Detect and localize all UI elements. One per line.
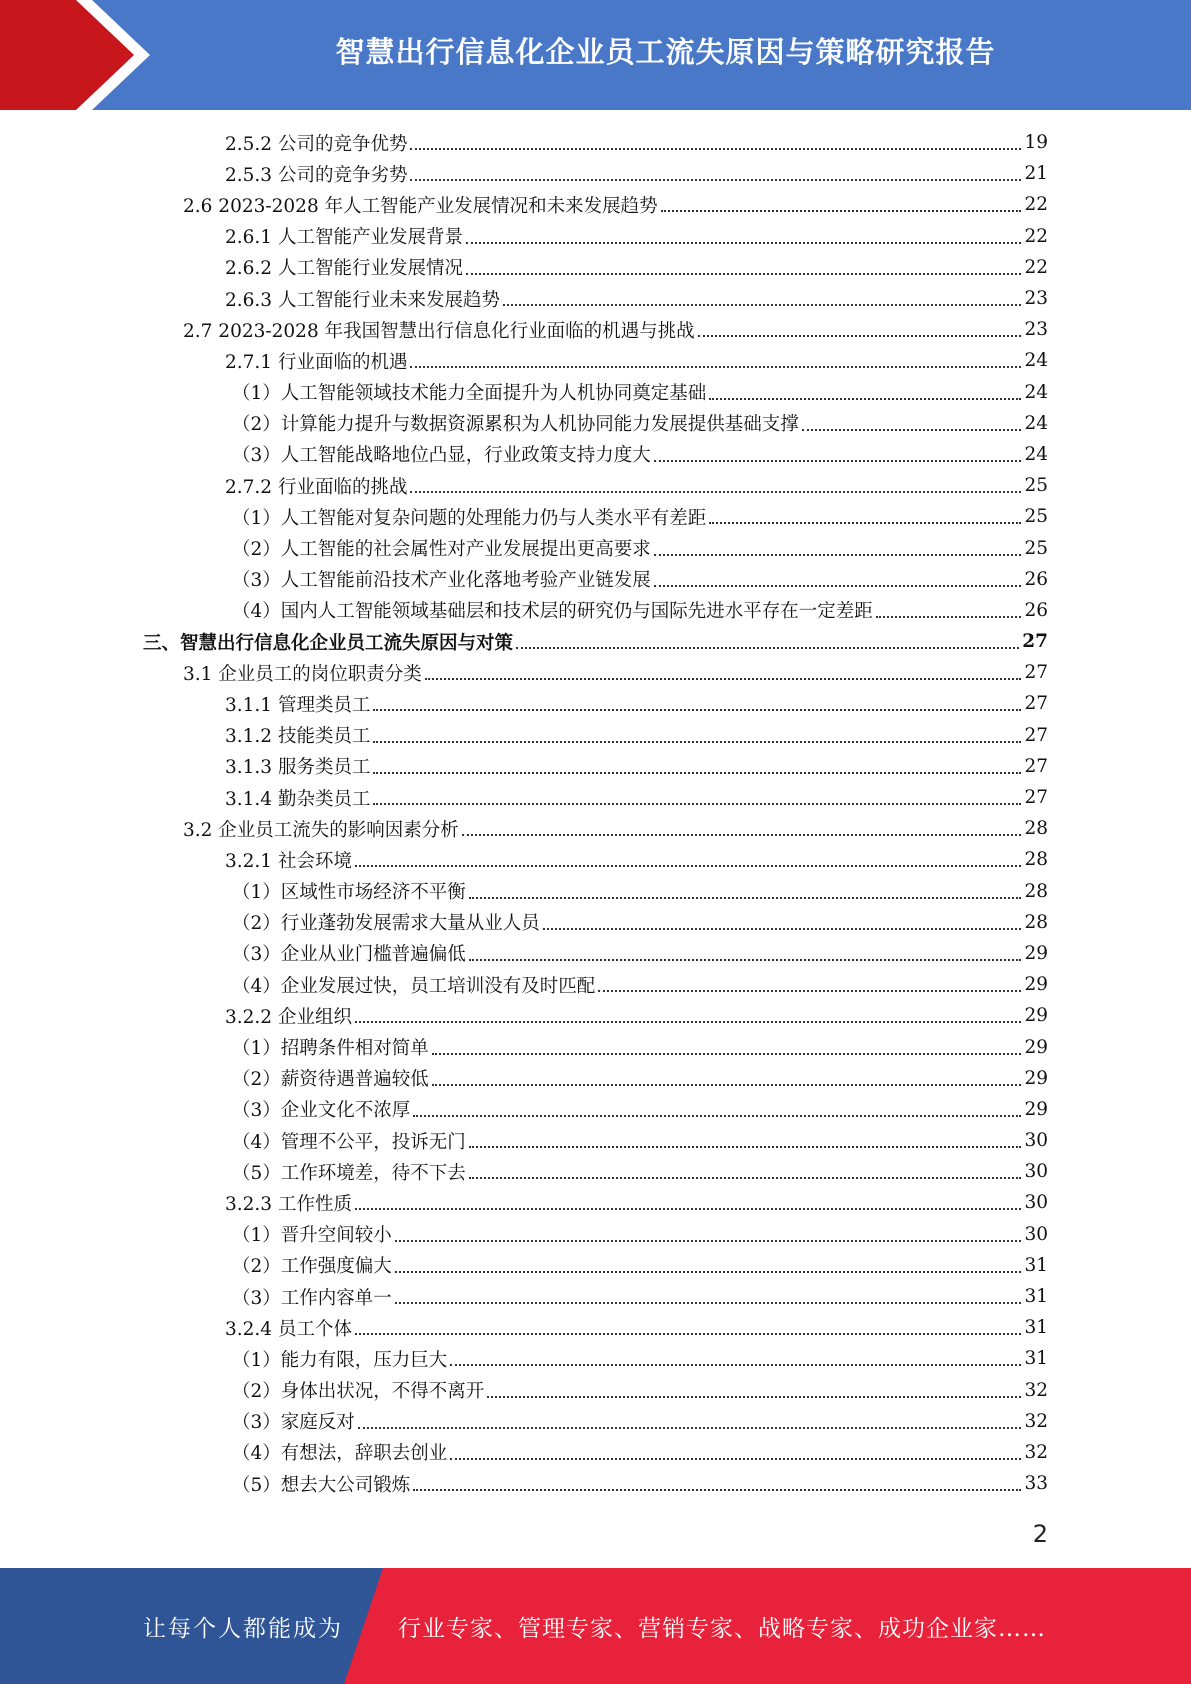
toc-dot-leader xyxy=(355,1332,1022,1335)
toc-entry-page: 27 xyxy=(1024,755,1048,777)
toc-dot-leader xyxy=(355,1207,1022,1210)
toc-entry-title: 2.5.2 公司的竞争优势 xyxy=(225,133,408,155)
toc-entry-title: 2.6.1 人工智能产业发展背景 xyxy=(225,227,463,249)
toc-entry-title: （1）人工智能对复杂问题的处理能力仍与人类水平有差距 xyxy=(232,507,707,529)
toc-entry[interactable] xyxy=(0,1219,1191,1250)
toc-entry[interactable] xyxy=(0,1281,1191,1312)
toc-dot-leader xyxy=(410,490,1021,493)
toc-dot-leader xyxy=(373,802,1021,805)
toc-entry[interactable] xyxy=(0,158,1191,189)
toc-entry-title: （2）行业蓬勃发展需求大量从业人员 xyxy=(232,913,540,935)
toc-dot-leader xyxy=(709,521,1021,524)
toc-entry-page: 21 xyxy=(1024,163,1048,185)
toc-dot-leader xyxy=(450,1363,1021,1366)
toc-entry[interactable] xyxy=(0,283,1191,314)
toc-entry[interactable] xyxy=(0,782,1191,813)
toc-entry-title: 3.1 企业员工的岗位职责分类 xyxy=(183,663,422,685)
toc-dot-leader xyxy=(469,1176,1022,1179)
toc-entry-title: （2）薪资待遇普遍较低 xyxy=(232,1069,429,1091)
toc-entry-title: 3.2.3 工作性质 xyxy=(225,1193,352,1215)
toc-dot-leader xyxy=(469,958,1022,961)
toc-entry[interactable] xyxy=(0,127,1191,158)
toc-entry-page: 30 xyxy=(1024,1161,1048,1183)
toc-entry[interactable] xyxy=(0,1000,1191,1031)
toc-entry[interactable] xyxy=(0,626,1191,657)
toc-dot-leader xyxy=(654,459,1022,462)
header-arrow-graphic xyxy=(0,0,160,110)
toc-entry-title: （3）人工智能战略地位凸显，行业政策支持力度大 xyxy=(232,445,651,467)
page-footer xyxy=(0,1568,1191,1684)
toc-dot-leader xyxy=(373,708,1021,711)
toc-entry-page: 27 xyxy=(1024,693,1048,715)
toc-entry[interactable] xyxy=(0,876,1191,907)
toc-entry-page: 28 xyxy=(1024,849,1048,871)
toc-entry[interactable] xyxy=(0,720,1191,751)
toc-entry[interactable] xyxy=(0,1468,1191,1499)
toc-entry-page: 29 xyxy=(1024,1098,1048,1120)
toc-dot-leader xyxy=(466,272,1021,275)
toc-entry-page: 28 xyxy=(1024,818,1048,840)
toc-entry[interactable] xyxy=(0,1250,1191,1281)
toc-entry-page: 27 xyxy=(1024,662,1048,684)
toc-entry-page: 27 xyxy=(1022,631,1048,653)
toc-entry-page: 24 xyxy=(1024,412,1048,434)
toc-entry-page: 30 xyxy=(1024,1130,1048,1152)
toc-dot-leader xyxy=(698,334,1022,337)
toc-entry-page: 26 xyxy=(1024,599,1048,621)
toc-entry-page: 29 xyxy=(1024,1036,1048,1058)
toc-entry[interactable] xyxy=(0,1312,1191,1343)
toc-entry[interactable] xyxy=(0,595,1191,626)
toc-entry-title: 2.7.2 行业面临的挑战 xyxy=(225,476,408,498)
toc-entry-title: 2.6.2 人工智能行业发展情况 xyxy=(225,258,463,280)
toc-entry-title: 2.6.3 人工智能行业未来发展趋势 xyxy=(225,289,500,311)
toc-entry-title: （3）家庭反对 xyxy=(232,1412,355,1434)
toc-dot-leader xyxy=(503,303,1021,306)
report-title: 智慧出行信息化企业员工流失原因与策略研究报告 xyxy=(335,34,996,69)
toc-dot-leader xyxy=(413,1114,1021,1117)
toc-entry-title: 2.5.3 公司的竞争劣势 xyxy=(225,164,408,186)
footer-slogan-right: 行业专家、管理专家、营销专家、战略专家、成功企业家…… xyxy=(398,1615,1046,1642)
footer-slogan-left: 让每个人都能成为 xyxy=(143,1615,343,1642)
toc-dot-leader xyxy=(355,1020,1022,1023)
toc-entry-title: 3.2.4 员工个体 xyxy=(225,1318,352,1340)
toc-entry-title: （4）管理不公平，投诉无门 xyxy=(232,1131,466,1153)
toc-dot-leader xyxy=(469,1145,1022,1148)
toc-entry-title: （3）企业从业门槛普遍偏低 xyxy=(232,944,466,966)
toc-entry-page: 29 xyxy=(1024,942,1048,964)
toc-entry[interactable] xyxy=(0,844,1191,875)
toc-dot-leader xyxy=(516,646,1019,649)
toc-dot-leader xyxy=(355,864,1022,867)
toc-dot-leader xyxy=(413,1488,1021,1491)
toc-entry-title: （1）区域性市场经济不平衡 xyxy=(232,882,466,904)
toc-entry-title: （4）有想法，辞职去创业 xyxy=(232,1443,448,1465)
toc-entry-page: 29 xyxy=(1024,1005,1048,1027)
toc-dot-leader xyxy=(487,1395,1021,1398)
toc-entry-title: （1）晋升空间较小 xyxy=(232,1225,392,1247)
toc-entry-page: 23 xyxy=(1024,288,1048,310)
toc-entry[interactable] xyxy=(0,907,1191,938)
toc-dot-leader xyxy=(410,178,1021,181)
toc-entry-title: （4）国内人工智能领域基础层和技术层的研究仍与国际先进水平存在一定差距 xyxy=(232,601,873,623)
toc-dot-leader xyxy=(466,241,1021,244)
toc-dot-leader xyxy=(543,927,1022,930)
toc-entry[interactable] xyxy=(0,1031,1191,1062)
toc-dot-leader xyxy=(410,147,1021,150)
toc-entry-page: 24 xyxy=(1024,443,1048,465)
toc-dot-leader xyxy=(432,1083,1022,1086)
toc-entry-page: 24 xyxy=(1024,381,1048,403)
toc-entry-title: （2）计算能力提升与数据资源累积为人机协同能力发展提供基础支撑 xyxy=(232,414,799,436)
toc-dot-leader xyxy=(661,209,1022,212)
toc-dot-leader xyxy=(425,677,1022,680)
toc-entry[interactable] xyxy=(0,751,1191,782)
toc-entry-title: （5）想去大公司锻炼 xyxy=(232,1474,411,1496)
toc-entry[interactable] xyxy=(0,189,1191,220)
toc-entry-page: 23 xyxy=(1024,319,1048,341)
toc-dot-leader xyxy=(876,615,1022,618)
toc-entry-title: （3）企业文化不浓厚 xyxy=(232,1100,411,1122)
toc-entry-page: 31 xyxy=(1024,1286,1048,1308)
page-number: 2 xyxy=(1032,1520,1048,1548)
toc-entry[interactable] xyxy=(0,938,1191,969)
toc-entry-page: 28 xyxy=(1024,880,1048,902)
toc-entry[interactable] xyxy=(0,1375,1191,1406)
toc-entry-title: 3.1.1 管理类员工 xyxy=(225,694,371,716)
page-header xyxy=(0,0,1191,110)
toc-dot-leader xyxy=(709,397,1021,400)
toc-dot-leader xyxy=(469,896,1022,899)
toc-dot-leader xyxy=(598,989,1021,992)
toc-entry-title: 3.1.3 服务类员工 xyxy=(225,757,371,779)
toc-entry[interactable] xyxy=(0,221,1191,252)
toc-dot-leader xyxy=(395,1301,1022,1304)
toc-dot-leader xyxy=(395,1239,1022,1242)
toc-entry-page: 19 xyxy=(1024,132,1048,154)
toc-entry-page: 32 xyxy=(1024,1379,1048,1401)
toc-entry[interactable] xyxy=(0,1343,1191,1374)
toc-entry-page: 33 xyxy=(1024,1473,1048,1495)
toc-entry-page: 32 xyxy=(1024,1410,1048,1432)
toc-entry-page: 24 xyxy=(1024,350,1048,372)
toc-entry-title: 三、智慧出行信息化企业员工流失原因与对策 xyxy=(143,632,514,654)
toc-entry-title: 2.6 2023-2028 年人工智能产业发展情况和未来发展趋势 xyxy=(183,195,658,217)
toc-entry[interactable] xyxy=(0,1094,1191,1125)
toc-dot-leader xyxy=(802,428,1022,431)
toc-dot-leader xyxy=(373,771,1021,774)
toc-dot-leader xyxy=(358,1426,1022,1429)
toc-entry-title: （1）人工智能领域技术能力全面提升为人机协同奠定基础 xyxy=(232,383,707,405)
toc-entry-page: 29 xyxy=(1024,974,1048,996)
toc-dot-leader xyxy=(450,1457,1021,1460)
toc-entry-title: 2.7.1 行业面临的机遇 xyxy=(225,351,408,373)
toc-entry[interactable] xyxy=(0,1437,1191,1468)
toc-dot-leader xyxy=(654,553,1022,556)
toc-entry-title: 3.2 企业员工流失的影响因素分析 xyxy=(183,819,459,841)
toc-entry-page: 30 xyxy=(1024,1223,1048,1245)
toc-dot-leader xyxy=(410,365,1021,368)
table-of-contents xyxy=(0,127,1191,1499)
toc-entry-title: （5）工作环境差，待不下去 xyxy=(232,1162,466,1184)
toc-entry[interactable] xyxy=(0,345,1191,376)
toc-dot-leader xyxy=(654,584,1022,587)
toc-dot-leader xyxy=(432,1052,1022,1055)
toc-entry-page: 31 xyxy=(1024,1348,1048,1370)
toc-entry[interactable] xyxy=(0,314,1191,345)
toc-entry-page: 26 xyxy=(1024,568,1048,590)
toc-entry-page: 27 xyxy=(1024,787,1048,809)
toc-entry-title: （1）能力有限，压力巨大 xyxy=(232,1349,448,1371)
toc-entry-page: 22 xyxy=(1024,225,1048,247)
toc-entry-title: 3.2.1 社会环境 xyxy=(225,850,352,872)
toc-entry[interactable] xyxy=(0,252,1191,283)
toc-entry-title: 3.1.2 技能类员工 xyxy=(225,726,371,748)
toc-entry-title: 3.1.4 勤杂类员工 xyxy=(225,788,371,810)
toc-entry-title: （3）人工智能前沿技术产业化落地考验产业链发展 xyxy=(232,570,651,592)
toc-entry[interactable] xyxy=(0,969,1191,1000)
toc-entry[interactable] xyxy=(0,408,1191,439)
toc-entry[interactable] xyxy=(0,470,1191,501)
toc-entry[interactable] xyxy=(0,1125,1191,1156)
toc-entry[interactable] xyxy=(0,813,1191,844)
toc-entry-page: 32 xyxy=(1024,1441,1048,1463)
toc-dot-leader xyxy=(395,1270,1022,1273)
toc-entry-page: 28 xyxy=(1024,911,1048,933)
toc-entry[interactable] xyxy=(0,532,1191,563)
toc-entry[interactable] xyxy=(0,1063,1191,1094)
toc-entry-page: 31 xyxy=(1024,1317,1048,1339)
toc-entry[interactable] xyxy=(0,564,1191,595)
toc-entry-page: 29 xyxy=(1024,1067,1048,1089)
toc-entry-page: 30 xyxy=(1024,1192,1048,1214)
toc-entry-page: 25 xyxy=(1024,506,1048,528)
toc-entry-title: 2.7 2023-2028 年我国智慧出行信息化行业面临的机遇与挑战 xyxy=(183,320,695,342)
toc-entry-title: （2）身体出状况，不得不离开 xyxy=(232,1381,485,1403)
toc-entry-page: 25 xyxy=(1024,475,1048,497)
toc-entry[interactable] xyxy=(0,657,1191,688)
toc-entry[interactable] xyxy=(0,439,1191,470)
toc-entry-title: （4）企业发展过快，员工培训没有及时匹配 xyxy=(232,975,596,997)
toc-entry-page: 31 xyxy=(1024,1254,1048,1276)
toc-dot-leader xyxy=(462,833,1022,836)
toc-entry-page: 22 xyxy=(1024,256,1048,278)
toc-entry-title: 3.2.2 企业组织 xyxy=(225,1006,352,1028)
toc-dot-leader xyxy=(373,740,1021,743)
toc-entry-title: （1）招聘条件相对简单 xyxy=(232,1038,429,1060)
toc-entry-title: （2）人工智能的社会属性对产业发展提出更高要求 xyxy=(232,539,651,561)
toc-entry-page: 27 xyxy=(1024,724,1048,746)
toc-entry[interactable] xyxy=(0,1156,1191,1187)
toc-entry[interactable] xyxy=(0,1187,1191,1218)
toc-entry-title: （2）工作强度偏大 xyxy=(232,1256,392,1278)
toc-entry[interactable] xyxy=(0,377,1191,408)
toc-entry[interactable] xyxy=(0,501,1191,532)
toc-entry-page: 22 xyxy=(1024,194,1048,216)
toc-entry[interactable] xyxy=(0,688,1191,719)
toc-entry-title: （3）工作内容单一 xyxy=(232,1287,392,1309)
toc-entry-page: 25 xyxy=(1024,537,1048,559)
toc-entry[interactable] xyxy=(0,1406,1191,1437)
